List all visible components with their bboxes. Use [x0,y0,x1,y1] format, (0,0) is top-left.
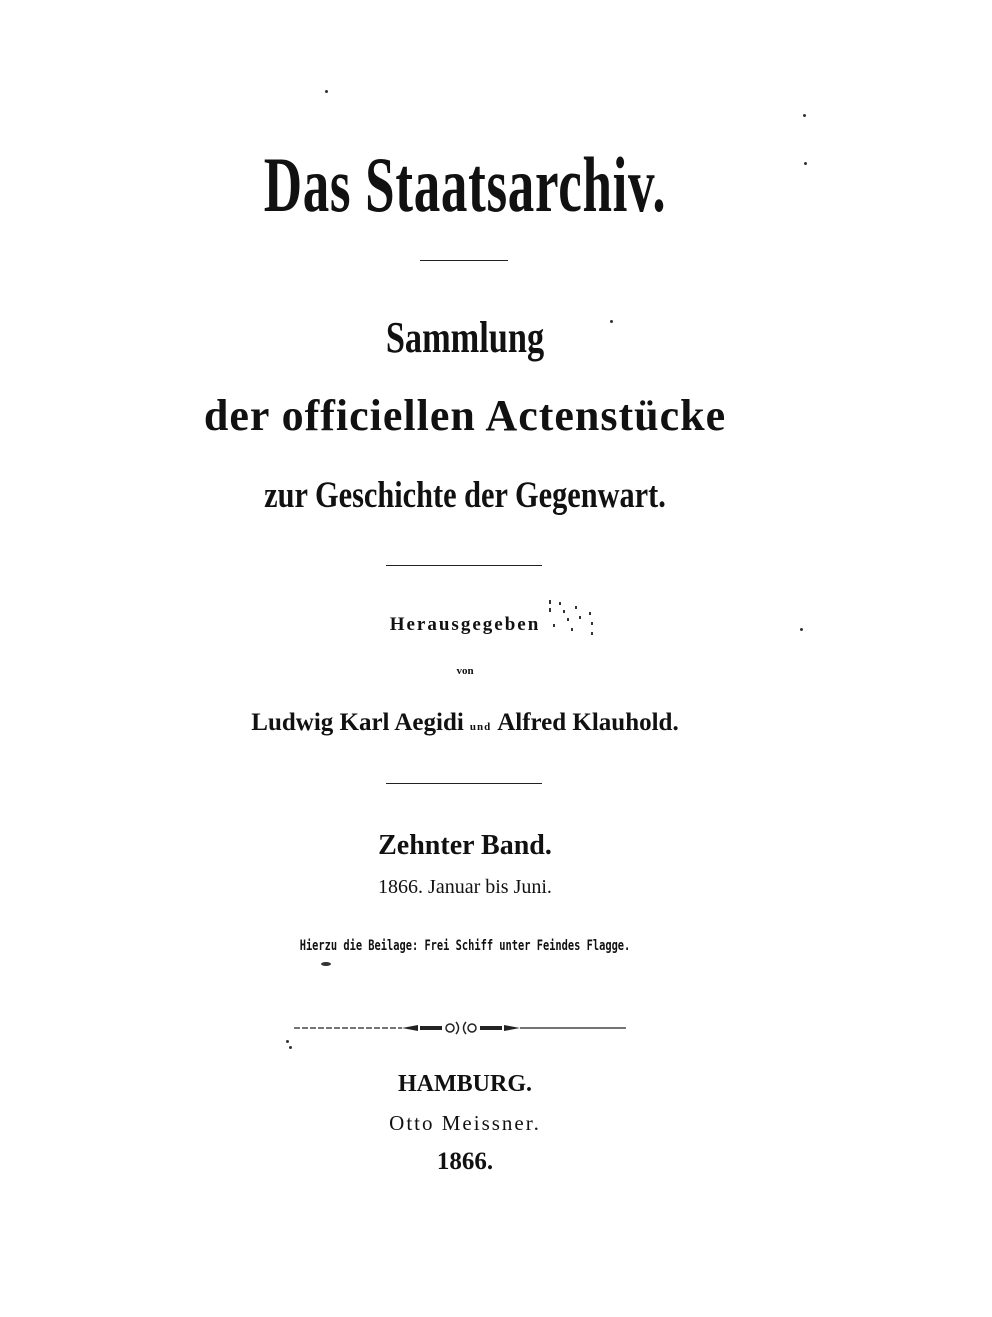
scan-speck [803,114,806,117]
scan-speck [321,962,331,966]
scan-speck [325,90,328,93]
editors-divider [386,783,542,784]
subtitle-line-1: Sammlung [385,313,545,362]
and-label: und [469,721,492,733]
supplement-note: Hierzu die Beilage: Frei Schiff unter Feindes Flagge. [299,938,631,954]
scan-speck [610,320,613,323]
publication-year: 1866. [436,1148,494,1175]
subtitle-line-3: zur Geschichte der Gegenwart. [264,475,666,516]
volume-label: Zehnter Band. [378,830,552,861]
publisher-name: Otto Meissner. [389,1111,541,1135]
editor-name-2: Alfred Klauhold. [497,709,679,736]
book-title: Das Staatsarchiv. [263,141,667,228]
subtitle-line-2: der officiellen Actenstücke [203,391,727,440]
scan-speck [800,628,803,631]
by-label: von [456,665,474,677]
subtitle-divider [386,565,542,566]
edited-by-label: Herausgegeben [389,614,541,635]
editor-name-1: Ludwig Karl Aegidi [251,709,464,736]
scan-speck [804,162,807,165]
date-range: 1866. Januar bis Juni. [378,876,552,898]
library-stamp-marks [545,598,601,644]
scan-speck [289,1046,292,1049]
title-divider [420,260,508,261]
editors-line [0,709,930,737]
publication-city: HAMBURG. [398,1071,532,1097]
ornamental-divider [290,1018,630,1038]
scan-speck [286,1040,289,1043]
